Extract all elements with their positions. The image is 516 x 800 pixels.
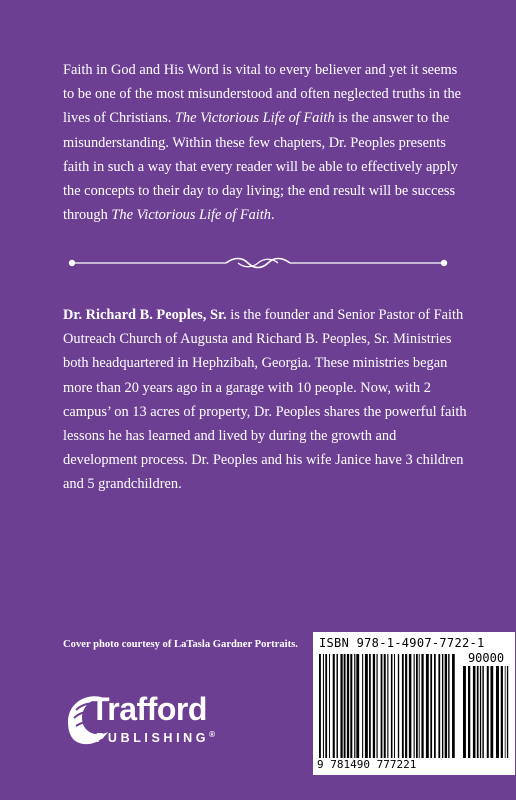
barcode-bar (344, 654, 346, 758)
barcode-bar (354, 654, 355, 758)
barcode-bar (325, 654, 327, 758)
barcode-bar (333, 654, 335, 758)
barcode-bar (421, 654, 423, 758)
publisher-subtitle (96, 730, 215, 745)
barcode-bar (369, 654, 371, 758)
barcode-bar (445, 654, 447, 758)
publisher-name (90, 691, 207, 728)
barcode-bar (409, 654, 411, 758)
blurb-text-1: Faith in God and His Word is vital to every believer and yet it seems to be one of the most misunderstood and often neglected truths in the lives of Christians. (63, 62, 462, 127)
author-name: Dr. Richard B. Peoples, Sr. (63, 307, 227, 323)
registered-mark: ® (209, 730, 215, 739)
barcode-bar (426, 654, 429, 758)
barcode-bar (452, 654, 455, 758)
photo-credit: Cover photo courtesy of LaTasla Gardner Portraits. (63, 639, 298, 650)
publisher-name-text: Trafford (90, 691, 207, 727)
barcode-bar (405, 654, 407, 758)
publisher-sub-text: PUBLISHING (96, 731, 210, 746)
barcode-bar (434, 654, 436, 758)
barcode-bar (319, 654, 321, 758)
price-addon-number: 90000 (467, 651, 505, 665)
barcode-bar (482, 666, 483, 758)
barcode-bar (356, 654, 359, 758)
book-title-2: The Victorious Life of Faith (111, 207, 271, 224)
isbn-barcode (313, 632, 515, 775)
barcode-bar (487, 666, 489, 758)
barcode-bar (398, 654, 399, 758)
barcode-bar (442, 654, 443, 758)
barcode-bar (381, 654, 383, 758)
barcode-bar (387, 654, 388, 758)
barcode-bar (438, 654, 440, 758)
barcode-bar (468, 666, 470, 758)
price-addon-bars (463, 666, 509, 758)
barcode-bar (448, 654, 449, 758)
barcode-bar (402, 654, 404, 758)
blurb-text-2: is the answer to the misunderstanding. Within these few chapters, Dr. Peoples presents faith in such a way that every reader will be able to effectively apply the concepts to their day to day living; the end result will be success through (63, 110, 458, 224)
book-blurb (63, 58, 471, 227)
barcode-bar (384, 654, 386, 758)
blurb-text-3: . (271, 207, 275, 224)
barcode-bar (505, 666, 506, 758)
barcode-bar (394, 654, 395, 758)
barcode-bar (337, 654, 338, 758)
author-bio-text: is the founder and Senior Pastor of Faith Outreach Church of Augusta and Richard B. Peoples, Sr. Ministries both headquartered in Hephzibah, Georgia. These ministries began more than 20 years ago in a garage with 10 people. Now, with 2 campus’ on 13 acres of property, Dr. Peoples shares the powerful faith lessons he has learned and lived by during the growth and development process. Dr. Peoples and his wife Janice have 3 children and 5 grandchildren. (63, 307, 467, 493)
barcode-bar (340, 654, 342, 758)
barcode-bar (365, 654, 368, 758)
barcode-bar (329, 654, 330, 758)
barcode-bar (463, 666, 466, 758)
barcode-bar (480, 666, 481, 758)
isbn-label: ISBN 978-1-4907-7722-1 (319, 636, 485, 650)
barcode-bar (490, 666, 493, 758)
book-title-1: The Victorious Life of Faith (174, 110, 335, 127)
barcode-bar (362, 654, 363, 758)
barcode-bar (477, 666, 479, 758)
ean-barcode-bars (319, 654, 457, 758)
author-bio (63, 303, 471, 497)
barcode-bar (430, 654, 432, 758)
barcode-bar (473, 666, 476, 758)
barcode-bar (376, 654, 377, 758)
barcode-bar (496, 666, 499, 758)
barcode-bar (347, 654, 349, 758)
barcode-bar (507, 666, 508, 758)
barcode-bar (391, 654, 393, 758)
barcode-bar (323, 654, 324, 758)
barcode-bar (501, 666, 503, 758)
barcode-bar (373, 654, 375, 758)
barcode-bar (350, 654, 352, 758)
barcode-bar (416, 654, 418, 758)
barcode-bar (414, 654, 415, 758)
ean-number: 9 781490 777221 (317, 758, 417, 771)
barcode-bar (419, 654, 420, 758)
ornamental-divider (66, 249, 450, 277)
